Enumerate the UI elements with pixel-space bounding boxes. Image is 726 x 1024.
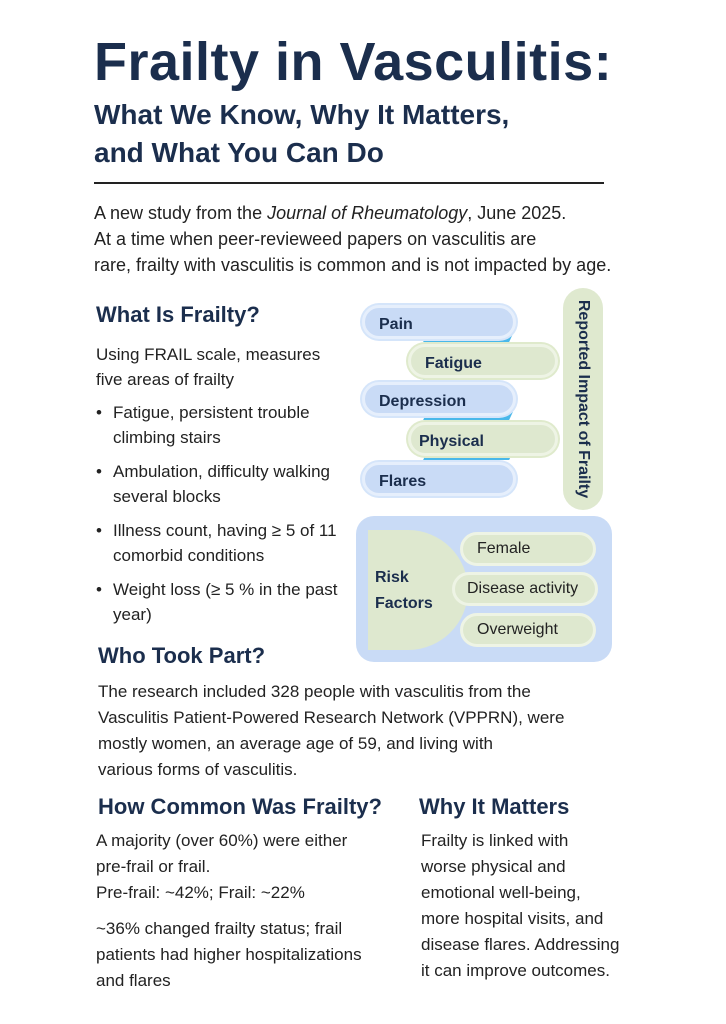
common-line: A majority (over 60%) were either [96,831,348,850]
why-it-matters-heading: Why It Matters [419,794,570,819]
intro-suffix: , June 2025. [467,203,567,223]
why-it-matters-text [421,828,711,984]
common-line: ~36% changed frailty status; frail [96,919,343,938]
risk-title-line-1: Risk [375,569,409,586]
subtitle-line-2: and What You Can Do [94,137,384,168]
impact-pain: Pain [362,305,516,339]
intro-line-3: rare, frailty with vasculitis is common and is not impacted by age. [94,255,612,275]
who-line: various forms of vasculitis. [98,760,298,779]
list-item: • Illness count, having ≥ 5 of 11 comorbid conditions [96,518,358,568]
impact-depression: Depression [362,382,516,416]
impact-flares: Flares [362,462,516,496]
title-divider [94,182,604,184]
how-common-text [96,828,406,994]
risk-factors-title [375,565,433,617]
who-took-part-text [98,679,618,783]
who-line: The research included 328 people with vasculitis from the [98,682,531,701]
who-took-part-heading: Who Took Part? [98,643,266,668]
impact-fatigue: Fatigue [408,344,558,378]
who-line: mostly women, an average age of 59, and living with [98,734,494,753]
intro-line-1 [94,200,654,226]
page-title: Frailty in Vasculitis: [94,32,613,92]
risk-overweight: Overweight [460,613,596,647]
intro-paragraph [94,200,654,278]
why-line: more hospital visits, and [421,909,604,928]
why-line: disease flares. Addressing [421,935,620,954]
how-common-heading: How Common Was Frailty? [98,794,382,819]
impact-label [563,288,603,510]
why-line: emotional well-being, [421,883,581,902]
intro-line-2: At a time when peer-revieweed papers on vasculitis are [94,229,537,249]
what-is-frailty-heading: What Is Frailty? [96,302,260,327]
frailty-criteria-list [96,400,358,636]
risk-disease-activity: Disease activity [452,572,598,606]
list-item: • Ambulation, difficulty walking several blocks [96,459,358,509]
subtitle-line-1: What We Know, Why It Matters, [94,99,510,130]
common-line: and flares [96,971,171,990]
impact-physical-function: Physical [408,422,558,456]
intro-prefix: A new study from the [94,203,268,223]
list-item: • Fatigue, persistent trouble climbing stairs [96,400,358,450]
list-item: • Weight loss (≥ 5 % in the past year) [96,577,358,627]
impact-label-text: Reported Impact of Frailty [575,299,592,499]
common-line: patients had higher hospitalizations [96,945,362,964]
risk-title-line-2: Factors [375,595,433,612]
frailty-description: Using FRAIL scale, measures five areas of frailty [96,345,321,389]
who-line: Vasculitis Patient-Powered Research Network (VPPRN), were [98,708,565,727]
common-line: Pre-frail: ~42%; Frail: ~22% [96,883,305,902]
why-line: it can improve outcomes. [421,961,610,980]
journal-name: Journal of Rheumatology [267,203,468,223]
risk-female: Female [460,532,596,566]
why-line: worse physical and [421,857,566,876]
common-line: pre-frail or frail. [96,857,211,876]
why-line: Frailty is linked with [421,831,569,850]
page-subtitle [94,96,509,172]
